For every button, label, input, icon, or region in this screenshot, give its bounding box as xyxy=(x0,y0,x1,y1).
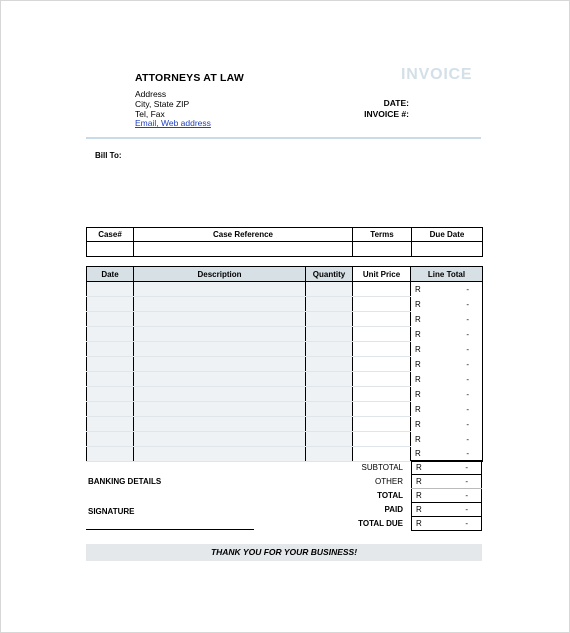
item-quantity-cell[interactable] xyxy=(306,282,353,297)
item-unit-price-cell[interactable] xyxy=(353,297,411,312)
line-item-row xyxy=(87,282,483,297)
item-line-total-cell xyxy=(411,387,483,402)
amount-placeholder: - xyxy=(465,477,468,486)
item-description-cell[interactable] xyxy=(134,297,306,312)
totals-row xyxy=(412,517,482,531)
item-date-cell[interactable] xyxy=(87,297,134,312)
amount-placeholder: - xyxy=(466,284,469,294)
case-number-header: Case# xyxy=(87,228,134,242)
totals-table xyxy=(411,460,482,531)
amount-placeholder: - xyxy=(466,434,469,444)
unit-price-header: Unit Price xyxy=(353,267,411,282)
item-description-cell[interactable] xyxy=(134,357,306,372)
item-line-total-cell xyxy=(411,417,483,432)
firm-city: City, State ZIP xyxy=(135,99,190,109)
firm-email-link[interactable]: Email, Web address xyxy=(135,118,211,128)
line-items-table xyxy=(86,266,483,462)
item-unit-price-cell[interactable] xyxy=(353,282,411,297)
item-date-cell[interactable] xyxy=(87,417,134,432)
totals-amount-cell xyxy=(412,461,482,475)
line-item-row xyxy=(87,312,483,327)
line-item-row xyxy=(87,417,483,432)
item-unit-price-cell[interactable] xyxy=(353,432,411,447)
item-unit-price-cell[interactable] xyxy=(353,402,411,417)
item-quantity-cell[interactable] xyxy=(306,447,353,462)
totals-amount-cell xyxy=(412,475,482,489)
item-line-total-cell xyxy=(411,342,483,357)
item-description-cell[interactable] xyxy=(134,312,306,327)
totals-row xyxy=(412,475,482,489)
item-description-cell[interactable] xyxy=(134,387,306,402)
currency-symbol: R xyxy=(415,449,421,459)
item-quantity-cell[interactable] xyxy=(306,342,353,357)
item-description-cell[interactable] xyxy=(134,282,306,297)
case-reference-header: Case Reference xyxy=(134,228,353,242)
item-description-cell[interactable] xyxy=(134,447,306,462)
amount-placeholder: - xyxy=(466,389,469,399)
item-date-cell[interactable] xyxy=(87,312,134,327)
item-date-cell[interactable] xyxy=(87,357,134,372)
amount-placeholder: - xyxy=(466,404,469,414)
line-item-row xyxy=(87,297,483,312)
item-date-cell[interactable] xyxy=(87,447,134,462)
date-label: DATE: xyxy=(383,98,409,108)
item-line-total-cell xyxy=(411,402,483,417)
item-quantity-cell[interactable] xyxy=(306,297,353,312)
item-unit-price-cell[interactable] xyxy=(353,357,411,372)
description-header: Description xyxy=(134,267,306,282)
totals-row xyxy=(412,503,482,517)
line-item-row xyxy=(87,387,483,402)
currency-symbol: R xyxy=(416,491,422,500)
amount-placeholder: - xyxy=(465,519,468,528)
currency-symbol: R xyxy=(415,389,421,399)
date-header: Date xyxy=(87,267,134,282)
amount-placeholder: - xyxy=(466,449,469,459)
totals-row xyxy=(412,489,482,503)
item-quantity-cell[interactable] xyxy=(306,432,353,447)
item-line-total-cell xyxy=(411,372,483,387)
amount-placeholder: - xyxy=(466,419,469,429)
amount-placeholder: - xyxy=(465,491,468,500)
item-unit-price-cell[interactable] xyxy=(353,372,411,387)
quantity-header: Quantity xyxy=(306,267,353,282)
item-quantity-cell[interactable] xyxy=(306,357,353,372)
line-item-row xyxy=(87,372,483,387)
firm-name: ATTORNEYS AT LAW xyxy=(135,72,244,84)
item-date-cell[interactable] xyxy=(87,402,134,417)
firm-tel: Tel, Fax xyxy=(135,109,165,119)
item-date-cell[interactable] xyxy=(87,387,134,402)
item-line-total-cell xyxy=(411,327,483,342)
line-total-header: Line Total xyxy=(411,267,483,282)
due-date-cell[interactable] xyxy=(412,242,483,257)
item-quantity-cell[interactable] xyxy=(306,387,353,402)
total-due-label: TOTAL DUE xyxy=(358,519,403,528)
case-number-cell[interactable] xyxy=(87,242,134,257)
currency-symbol: R xyxy=(415,374,421,384)
item-quantity-cell[interactable] xyxy=(306,372,353,387)
due-date-header: Due Date xyxy=(412,228,483,242)
item-unit-price-cell[interactable] xyxy=(353,447,411,462)
header-divider xyxy=(86,137,481,139)
totals-amount-cell xyxy=(412,503,482,517)
amount-placeholder: - xyxy=(466,359,469,369)
currency-symbol: R xyxy=(415,284,421,294)
currency-symbol: R xyxy=(415,434,421,444)
line-item-row xyxy=(87,432,483,447)
line-item-row xyxy=(87,327,483,342)
amount-placeholder: - xyxy=(466,344,469,354)
thank-you-message: THANK YOU FOR YOUR BUSINESS! xyxy=(210,547,358,557)
item-quantity-cell[interactable] xyxy=(306,402,353,417)
amount-placeholder: - xyxy=(466,329,469,339)
line-item-row xyxy=(87,357,483,372)
amount-placeholder: - xyxy=(466,374,469,384)
item-date-cell[interactable] xyxy=(87,327,134,342)
bill-to-label: Bill To: xyxy=(95,151,122,160)
terms-header: Terms xyxy=(353,228,412,242)
item-unit-price-cell[interactable] xyxy=(353,342,411,357)
case-table xyxy=(86,227,483,257)
invoice-number-label: INVOICE #: xyxy=(364,109,409,119)
currency-symbol: R xyxy=(416,477,422,486)
item-date-cell[interactable] xyxy=(87,282,134,297)
item-line-total-cell xyxy=(411,312,483,327)
currency-symbol: R xyxy=(415,419,421,429)
signature-line[interactable] xyxy=(86,529,254,530)
totals-row xyxy=(412,461,482,475)
item-unit-price-cell[interactable] xyxy=(353,312,411,327)
case-reference-cell[interactable] xyxy=(134,242,353,257)
totals-amount-cell xyxy=(412,517,482,531)
total-label: TOTAL xyxy=(377,491,403,500)
firm-address: Address xyxy=(135,89,167,99)
currency-symbol: R xyxy=(415,404,421,414)
paid-label: PAID xyxy=(384,505,403,514)
item-line-total-cell xyxy=(411,297,483,312)
currency-symbol: R xyxy=(415,344,421,354)
item-description-cell[interactable] xyxy=(134,372,306,387)
item-date-cell[interactable] xyxy=(87,432,134,447)
item-unit-price-cell[interactable] xyxy=(353,417,411,432)
banking-details-label: BANKING DETAILS xyxy=(88,477,162,486)
amount-placeholder: - xyxy=(466,299,469,309)
currency-symbol: R xyxy=(415,299,421,309)
item-line-total-cell xyxy=(411,357,483,372)
other-label: OTHER xyxy=(375,477,403,486)
item-unit-price-cell[interactable] xyxy=(353,387,411,402)
item-description-cell[interactable] xyxy=(134,417,306,432)
amount-placeholder: - xyxy=(465,505,468,514)
currency-symbol: R xyxy=(415,314,421,324)
item-line-total-cell xyxy=(411,432,483,447)
currency-symbol: R xyxy=(416,519,422,528)
item-description-cell[interactable] xyxy=(134,432,306,447)
subtotal-label: SUBTOTAL xyxy=(361,463,403,472)
currency-symbol: R xyxy=(416,505,422,514)
item-date-cell[interactable] xyxy=(87,342,134,357)
amount-placeholder: - xyxy=(466,314,469,324)
line-item-row xyxy=(87,342,483,357)
item-description-cell[interactable] xyxy=(134,342,306,357)
amount-placeholder: - xyxy=(465,463,468,472)
signature-label: SIGNATURE xyxy=(88,507,135,516)
item-line-total-cell xyxy=(411,282,483,297)
line-item-row xyxy=(87,402,483,417)
item-quantity-cell[interactable] xyxy=(306,417,353,432)
item-quantity-cell[interactable] xyxy=(306,327,353,342)
currency-symbol: R xyxy=(415,359,421,369)
item-description-cell[interactable] xyxy=(134,327,306,342)
item-date-cell[interactable] xyxy=(87,372,134,387)
invoice-title: INVOICE xyxy=(401,66,473,83)
terms-cell[interactable] xyxy=(353,242,412,257)
totals-amount-cell xyxy=(412,489,482,503)
item-unit-price-cell[interactable] xyxy=(353,327,411,342)
item-quantity-cell[interactable] xyxy=(306,312,353,327)
item-description-cell[interactable] xyxy=(134,402,306,417)
currency-symbol: R xyxy=(416,463,422,472)
currency-symbol: R xyxy=(415,329,421,339)
